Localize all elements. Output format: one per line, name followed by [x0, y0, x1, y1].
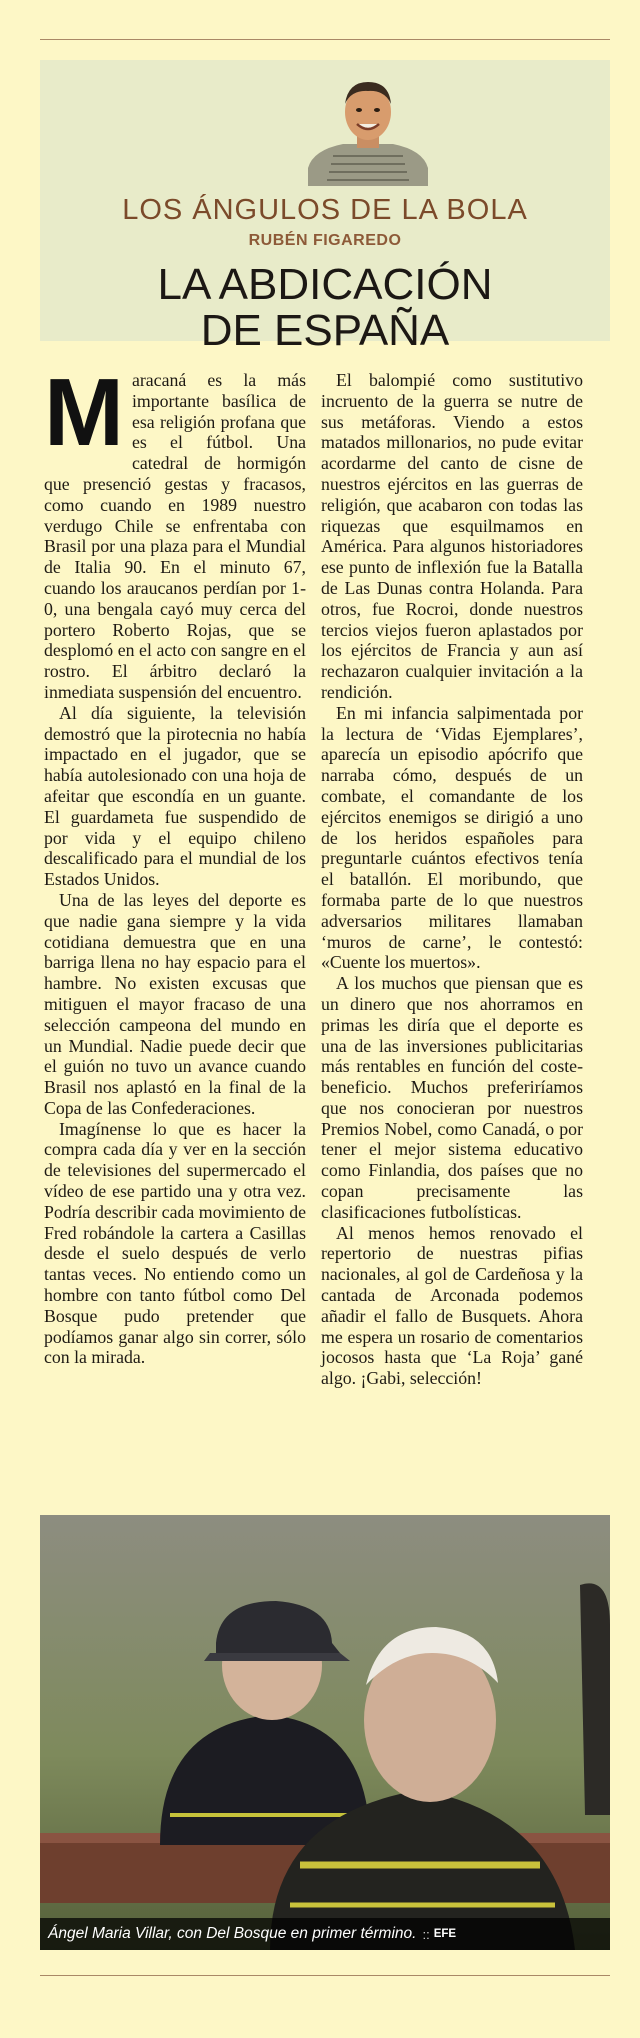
photo-credit: EFE: [433, 1928, 457, 1940]
paragraph: El balompié como sustitutivo incruento de la guerra se nutre de sus metáforas. Viendo a estos matados millonarios, no pude evitar acordarme del canto de cisne de nuestros ejércitos en las guerras de religión, que acabaron con todas las riquezas que esquilmamos en América. Para algunos historiadores ese punto de inflexión fue la Batalla de Las Dunas contra Holanda. Para otros, fue Rocroi, donde nuestros tercios viejos fueron aplastados por los ejércitos de Francia y aun así rechazaron cualquier invitación a la rendición.: [321, 370, 583, 702]
photo-caption: [40, 1918, 610, 1950]
article-column-left: [44, 359, 306, 1368]
drop-cap: M: [44, 359, 124, 466]
author-portrait: [303, 76, 433, 186]
paragraph-text: aracaná es la más importante basílica de esa religión profana que es el fútbol. Una catedral de hormigón que presenció gestas y fracasos, como cuando en 1989 nuestro verdugo Chile se enfrentaba con Brasil por una plaza para el Mundial de Italia 90. En el minuto 67, cuando los araucanos perdían por 1-0, una bengala cayó muy cerca del portero Roberto Rojas, que se desplomó en el acto con sangre en el rostro. El árbitro declaró la inmediata suspensión del encuentro.: [44, 370, 306, 702]
paragraph: Una de las leyes del deporte es que nadie gana siempre y la vida cotidiana demuestra que en una barriga llena no hay espacio para el hambre. No existen excusas que mitiguen el mayor fracaso de una selección campeona del mundo en un Mundial. Nadie puede decir que el guión no tuvo un avance cuando Brasil nos aplastó en la final de la Copa de las Confederaciones.: [44, 889, 306, 1118]
column-header: [40, 60, 610, 355]
paragraph: Al menos hemos renovado el repertorio de nuestras pifias nacionales, al gol de Cardeñosa y la cantada de Arconada podemos añadir el fallo de Busquets. Ahora me espera un rosario de comentarios jocosos hasta que ‘La Roja’ gané algo. ¡Gabi, selección!: [321, 1222, 583, 1389]
author-name: RUBÉN FIGAREDO: [248, 232, 402, 249]
caption-separator: ::: [422, 1926, 430, 1942]
paragraph: Imagínense lo que es hacer la compra cada día y ver en la sección de televisiones del supermercado el vídeo de ese partido una y otra vez. Podría describir cada movimiento de Fred robándole la cartera a Casillas desde el suelo después de verlo tantas veces. No entiendo como un hombre con tanto fútbol como Del Bosque pudo pretender que podíamos ganar algo sin correr, sólo con la mirada.: [44, 1118, 306, 1368]
article-column-right: [321, 370, 583, 1389]
article-photo: [40, 1515, 610, 1950]
photo-illustration: [40, 1515, 610, 1950]
top-rule: [40, 39, 610, 40]
caption-text: Ángel Maria Villar, con Del Bosque en primer término.: [48, 1925, 417, 1942]
bottom-rule: [40, 1975, 610, 1976]
paragraph: A los muchos que piensan que es un dinero que nos ahorramos en primas les diría que el deporte es una de las inversiones publicitarias más rentables en función del coste-beneficio. Muchos preferiríamos que nos conocieran por nuestros Premios Nobel, como Canadá, o por tener el mejor sistema educativo como Finlandia, dos países que no copan precisamente las clasificaciones futbolísticas.: [321, 973, 583, 1222]
headline-line-2: DE ESPAÑA: [200, 306, 450, 355]
column-title: LOS ÁNGULOS DE LA BOLA: [122, 194, 528, 226]
paragraph: Al día siguiente, la televisión demostró que la pirotecnia no había impactado en el jugador, que se había autolesionado con una hoja de afeitar que escondía en un guante. El guardameta fue suspendido de por vida y el equipo chileno descalificado para el mundial de los Estados Unidos.: [44, 702, 306, 890]
paragraph: [44, 359, 306, 703]
paragraph: En mi infancia salpimentada por la lectura de ‘Vidas Ejemplares’, aparecía un episodio apócrifo que narraba cómo, después de un combate, el comandante de los ejércitos enemigos se dirigió a uno de los heridos españoles para preguntarle cuántos efectivos tenía el batallón. El moribundo, que formaba parte de lo que nuestros adversarios militares llamaban ‘muros de carne’, le contestó: «Cuente los muertos».: [321, 702, 583, 973]
headline: [40, 262, 610, 354]
headline-line-1: LA ABDICACIÓN: [157, 260, 493, 309]
